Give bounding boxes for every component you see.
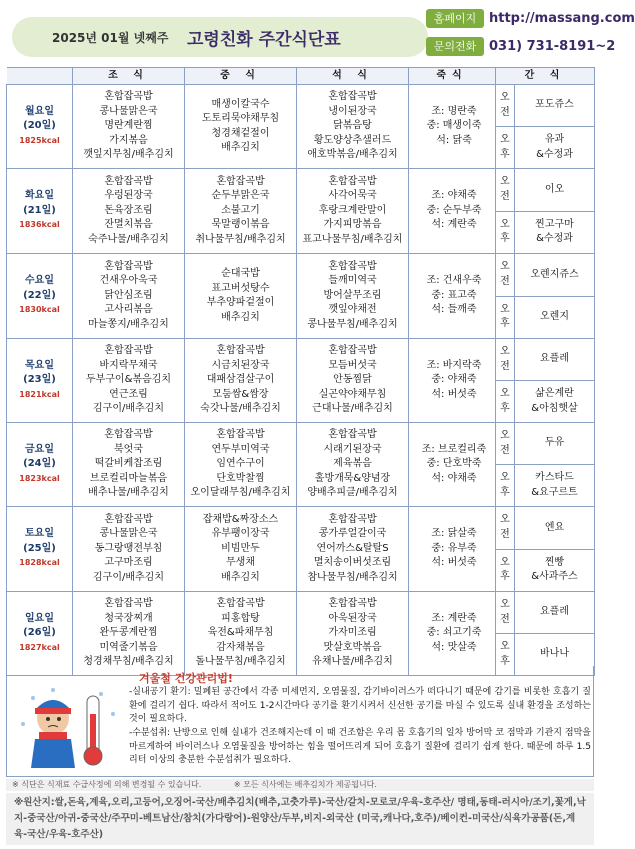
menu-item: 배추김치 [221, 142, 260, 153]
header-lunch: 중 식 [185, 68, 297, 85]
notice-ventilation: -실내공기 환기: 밀폐된 공간에서 각종 미세먼지, 오염물질, 감기바이러스가 떠다니기 때문에 감기를 비롯한 호흡기 질환에 걸리기 쉽다. 따라서 적어도 1-2시간마다 공기를 환기시켜서 신선한 공기를 마실 수 있도록 실내 환경을 조성하는 것이 필요하다. [129, 687, 591, 724]
porridge-cell [409, 339, 496, 423]
menu-item: 혼합잡곡밥 [216, 345, 265, 357]
menu-item: 혼합잡곡밥 [104, 91, 153, 103]
menu-item: 육전&파채무침 [207, 627, 274, 639]
homepage-tag: 홈페이지 [426, 9, 484, 28]
menu-item: 실곤약야채무침 [318, 388, 387, 400]
menu-item: 혼합잡곡밥 [216, 429, 265, 441]
snack-am-text: 두유 [544, 437, 565, 449]
menu-item: 잡채밥&짜장소스 [202, 513, 279, 525]
am-label: 오전 [500, 599, 510, 625]
day-name: 일요일 [25, 612, 54, 624]
phone-number: 031) 731-8191~2 [489, 39, 616, 54]
snack-pm [515, 127, 595, 169]
snack-am [515, 592, 595, 634]
menu-item: 중: 단호박죽 [426, 458, 482, 470]
snack-am-label [496, 423, 515, 465]
menu-item: 안동찜닭 [333, 374, 372, 386]
porridge-cell [409, 423, 496, 507]
menu-item: 양배추피클/배추김치 [307, 487, 398, 499]
header-snack: 간 식 [496, 68, 595, 85]
menu-item: 순대국밥 [221, 268, 260, 279]
menu-item: 조: 바지락죽 [426, 359, 482, 371]
menu-item: 혼합잡곡밥 [328, 345, 377, 357]
menu-item: 바지락무채국 [99, 359, 158, 371]
menu-item: 조: 브로컬리죽 [421, 443, 487, 455]
menu-item: 감자채볶음 [216, 641, 265, 653]
snack-pm [515, 381, 595, 423]
pm-label: 오후 [500, 218, 510, 245]
snack-am [515, 339, 595, 381]
winter-thermometer-illustration [13, 684, 125, 772]
day-row [7, 592, 595, 634]
day-date: (22일) [23, 289, 56, 301]
snack-am-text: 요플레 [540, 353, 569, 365]
snack-pm-text: 삶은계란 &아침햇살 [531, 388, 578, 414]
menu-item: 비빔만두 [221, 542, 260, 554]
menu-item: 유부팽이장국 [211, 528, 270, 540]
menu-item: 브로컬리마늘볶음 [89, 472, 168, 484]
menu-item: 혼합잡곡밥 [328, 598, 377, 610]
menu-item: 혼합잡곡밥 [216, 598, 265, 610]
menu-item: 혼합잡곡밥 [104, 513, 153, 525]
footnote-change: ※ 식단은 식재료 수급사정에 의해 변경될 수 있습니다. [12, 780, 202, 789]
snack-pm-text: 오렌지 [540, 311, 569, 322]
snack-am-text: 엔요 [544, 521, 565, 533]
snack-am [515, 507, 595, 550]
snack-pm [515, 465, 595, 507]
menu-item: 석: 들깨죽 [431, 304, 477, 316]
day-label [7, 592, 73, 676]
header-dinner: 석 식 [297, 68, 409, 85]
day-name: 토요일 [25, 528, 54, 540]
menu-item: 아욱된장국 [328, 612, 377, 624]
menu-item: 중: 순두부죽 [426, 204, 482, 216]
snack-am [515, 85, 595, 127]
menu-item: 사각어묵국 [328, 190, 377, 202]
menu-item: 대패삼겹살구이 [206, 374, 275, 386]
snack-am [515, 254, 595, 297]
day-date: (24일) [23, 458, 56, 470]
menu-item: 두부구이&볶음김치 [85, 374, 172, 386]
breakfast-cell [73, 254, 185, 339]
phone-tag: 문의전화 [426, 37, 484, 56]
menu-body [7, 85, 595, 676]
dinner-cell [297, 507, 409, 592]
snack-am-label [496, 169, 515, 212]
breakfast-cell [73, 507, 185, 592]
lunch-cell [185, 169, 297, 254]
header-breakfast: 조 식 [73, 68, 185, 85]
menu-item: 혼합잡곡밥 [328, 91, 377, 103]
day-kcal: 1825kcal [19, 135, 60, 145]
snack-pm [515, 296, 595, 339]
menu-item: 혼합잡곡밥 [104, 345, 153, 357]
dinner-cell [297, 423, 409, 507]
snack-am-text: 이오 [544, 183, 565, 195]
lunch-cell [185, 507, 297, 592]
menu-item: 혼합잡곡밥 [328, 513, 377, 525]
day-row [7, 254, 595, 297]
menu-item: 미역줄기볶음 [99, 641, 158, 653]
phone-row [426, 37, 616, 57]
table-header-row [7, 68, 595, 85]
snack-pm-text: 유과 &수정과 [536, 134, 573, 160]
pm-label: 오후 [500, 388, 510, 414]
day-row [7, 169, 595, 212]
menu-item: 석: 닭죽 [436, 134, 472, 146]
menu-item: 황도양상추샐러드 [313, 134, 392, 146]
menu-item: 멸치송이버섯조림 [313, 557, 392, 569]
menu-item: 부추양파겉절이 [206, 297, 275, 308]
lunch-cell [185, 339, 297, 423]
menu-item: 참나물무침/배추김치 [307, 571, 398, 583]
menu-item: 혼합잡곡밥 [104, 175, 153, 187]
snack-am-label [496, 254, 515, 297]
menu-item: 우렁된장국 [104, 190, 153, 202]
menu-item: 혼합잡곡밥 [104, 260, 153, 272]
porridge-cell [409, 592, 496, 676]
day-label [7, 507, 73, 592]
menu-item: 명란계란찜 [104, 120, 153, 132]
day-date: (20일) [23, 120, 56, 132]
am-label: 오전 [500, 261, 510, 287]
menu-item: 단호박찰찜 [216, 472, 265, 484]
snack-am [515, 169, 595, 212]
day-kcal: 1828kcal [19, 558, 60, 568]
menu-item: 조: 명란죽 [431, 105, 477, 117]
footnote [6, 779, 594, 791]
week-date: 2025년 01월 넷째주 [52, 31, 169, 45]
porridge-cell [409, 507, 496, 592]
porridge-cell [409, 254, 496, 339]
menu-item: 석: 계란죽 [431, 219, 477, 231]
menu-item: 청경채겉절이 [211, 127, 270, 139]
menu-item: 모듬버섯국 [328, 359, 377, 371]
pm-label: 오후 [500, 134, 510, 160]
menu-item: 시래기된장국 [323, 443, 382, 455]
menu-item: 떡갈비케찹조림 [94, 458, 163, 470]
menu-item: 혼합잡곡밥 [328, 175, 377, 187]
menu-item: 중: 유부죽 [431, 542, 477, 554]
porridge-cell [409, 85, 496, 169]
menu-item: 가자미조림 [328, 627, 377, 639]
header-blank [7, 68, 73, 85]
menu-item: 조: 야채죽 [431, 190, 477, 202]
day-row [7, 339, 595, 381]
day-kcal: 1830kcal [19, 305, 60, 315]
snack-am-text: 포도쥬스 [535, 99, 574, 111]
menu-item: 건새우아욱국 [99, 275, 158, 287]
menu-item: 숙주나물/배추김치 [88, 233, 169, 245]
snack-pm-text: 바나나 [540, 648, 569, 660]
breakfast-cell [73, 592, 185, 676]
menu-item: 방어살무조림 [323, 289, 382, 301]
menu-item: 중: 매생이죽 [426, 120, 482, 132]
menu-item: 임연수구이 [216, 458, 265, 470]
menu-item: 닭볶음탕 [333, 120, 372, 132]
snack-am-label [496, 85, 515, 127]
porridge-cell [409, 169, 496, 254]
menu-item: 가지볶음 [109, 134, 148, 146]
menu-item: 냉이된장국 [328, 105, 377, 117]
title-banner [12, 17, 428, 57]
day-date: (26일) [23, 627, 56, 639]
menu-item: 제육볶음 [333, 458, 372, 470]
menu-item: 모둠쌈&쌈장 [212, 388, 269, 400]
breakfast-cell [73, 339, 185, 423]
menu-item: 혼합잡곡밥 [104, 429, 153, 441]
am-label: 오전 [500, 92, 510, 118]
day-kcal: 1821kcal [19, 389, 60, 399]
snack-pm-label [496, 549, 515, 592]
menu-item: 중: 표고죽 [431, 289, 477, 301]
menu-item: 청경채무침/배추김치 [83, 656, 174, 668]
footnote-kimchi: ※ 모든 식사에는 배추김치가 제공됩니다. [233, 780, 377, 789]
breakfast-cell [73, 169, 185, 254]
menu-item: 애호박볶음/배추김치 [307, 149, 398, 161]
menu-item: 시금치된장국 [211, 359, 270, 371]
dinner-cell [297, 592, 409, 676]
menu-item: 돈육장조림 [104, 204, 153, 216]
snack-am-text: 오렌지쥬스 [530, 268, 579, 280]
day-label [7, 85, 73, 169]
day-row [7, 85, 595, 127]
menu-item: 유채나물/배추김치 [312, 656, 393, 668]
menu-item: 석: 맛살죽 [431, 641, 477, 653]
menu-item: 매생이칼국수 [211, 98, 270, 110]
menu-item: 중: 야채죽 [431, 374, 477, 386]
menu-item: 고구마조림 [104, 557, 153, 569]
snack-am-text: 요플레 [540, 606, 569, 618]
lunch-cell [185, 254, 297, 339]
snack-pm-label [496, 381, 515, 423]
snack-pm-label [496, 211, 515, 254]
notice-title: 겨울철 건강관리법! [139, 672, 233, 685]
menu-item: 중: 쇠고기죽 [426, 627, 482, 639]
menu-item: 가지피망볶음 [323, 219, 382, 231]
menu-item: 잔멸치볶음 [104, 219, 153, 231]
menu-item: 콩나물맑은국 [99, 528, 158, 540]
menu-item: 혼합잡곡밥 [328, 260, 377, 272]
day-name: 월요일 [25, 105, 54, 117]
snack-pm-text: 카스타드 &요구르트 [531, 472, 578, 498]
snack-am [515, 423, 595, 465]
dinner-cell [297, 169, 409, 254]
menu-item: 연근조림 [109, 388, 148, 400]
day-name: 금요일 [25, 443, 54, 455]
menu-item: 배추김치 [221, 311, 260, 323]
header [6, 7, 635, 65]
menu-item: 홀방개묵&양념장 [314, 472, 391, 484]
lunch-cell [185, 423, 297, 507]
snack-pm [515, 211, 595, 254]
menu-item: 맛살호박볶음 [323, 641, 382, 653]
menu-item: 표고나물무침/배추김치 [302, 233, 403, 245]
menu-item: 조: 건새우죽 [426, 275, 482, 287]
am-label: 오전 [500, 176, 510, 202]
dinner-cell [297, 254, 409, 339]
menu-item: 들깨미역국 [328, 275, 377, 287]
pm-label: 오후 [500, 641, 510, 667]
breakfast-cell [73, 423, 185, 507]
day-name: 수요일 [25, 275, 54, 287]
menu-item: 순두부맑은국 [211, 190, 270, 202]
menu-item: 조: 계란죽 [431, 612, 477, 624]
am-label: 오전 [500, 514, 510, 540]
lunch-cell [185, 592, 297, 676]
menu-item: 오이달래무침/배추김치 [190, 487, 291, 499]
snack-pm [515, 549, 595, 592]
menu-item: 석: 버섯죽 [431, 557, 477, 569]
am-label: 오전 [500, 430, 510, 456]
menu-item: 돌나물무침/배추김치 [195, 656, 286, 668]
snack-pm-text: 찐빵 &사과주스 [531, 556, 578, 583]
menu-item: 혼합잡곡밥 [104, 598, 153, 610]
menu-item: 혼합잡곡밥 [216, 175, 265, 187]
snack-pm-text: 찐고구마 &수정과 [535, 218, 574, 245]
day-label [7, 423, 73, 507]
menu-item: 숙갓나물/배추김치 [200, 403, 281, 415]
menu-item: 피홍합탕 [221, 612, 260, 624]
menu-item: 콩가루얼갈이국 [318, 528, 387, 540]
homepage-row [426, 9, 635, 29]
day-row [7, 507, 595, 550]
menu-item: 고사리볶음 [104, 304, 153, 316]
notice-hydration: -수분섭취: 난방으로 인해 실내가 건조해지는데 이 때 건조함은 우리 몸 호흡기의 일차 방어막 코 점막과 기관지 점막을 마르게하여 바이러스나 오염물질을 방어하는 힘을 떨어뜨리게 되어 호흡기 질환에 걸리기 쉽게 한다. 때문에 하루 1.5리터 이상의 충분한 수분섭취가 필요하다. [129, 728, 591, 765]
day-name: 화요일 [25, 190, 54, 202]
menu-item: 북엇국 [114, 443, 143, 455]
menu-item: 도토리묵야채무침 [201, 113, 280, 124]
day-name: 목요일 [25, 359, 54, 371]
menu-item: 석: 야채죽 [431, 472, 477, 484]
menu-item: 마늘쫑지/배추김치 [88, 318, 169, 330]
day-row [7, 423, 595, 465]
menu-item: 표고버섯탕수 [211, 282, 270, 294]
day-label [7, 254, 73, 339]
pm-label: 오후 [500, 303, 510, 330]
menu-item: 깻잎야채전 [328, 304, 377, 316]
day-kcal: 1827kcal [19, 642, 60, 652]
breakfast-cell [73, 85, 185, 169]
menu-item: 닭안심조림 [104, 289, 153, 301]
menu-table [6, 67, 595, 676]
day-date: (23일) [23, 374, 56, 386]
header-porridge: 죽식 [409, 68, 496, 85]
menu-item: 후랑크계란말이 [318, 204, 387, 216]
menu-item: 완두콩계란찜 [99, 627, 158, 639]
page-title: 고령친화 주간식단표 [187, 30, 341, 50]
snack-pm-label [496, 465, 515, 507]
menu-item: 근대나물/배추김치 [312, 403, 393, 415]
menu-item: 취나물무침/배추김치 [195, 233, 286, 245]
menu-item: 석: 버섯죽 [431, 388, 477, 400]
health-notice [6, 666, 594, 777]
menu-item: 깻잎지무침/배추김치 [83, 149, 174, 161]
menu-item: 연두부미역국 [211, 443, 270, 455]
menu-item: 청국장찌개 [104, 612, 153, 624]
dinner-cell [297, 85, 409, 169]
menu-item: 무생채 [226, 557, 255, 569]
origin-info: ※원산지:쌀,돈육,계육,오리,고등어,오징어-국산/배추김치(배추,고춧가루)-국산/갈치-모로코/우육-호주산/ 명태,동태-러시아/조기,꽃게,낙지-중국산/아귀-중국산/주꾸미-베트남산/참치(가다랑어)-원양산/두부,비지-외국산 (미국,캐나다,호주)/베이컨-미국산/식육가공품(돈,계육-국산/우육-호주산) [6, 793, 594, 845]
menu-item: 연어까스&탈탈S [316, 542, 389, 554]
snack-pm-label [496, 296, 515, 339]
menu-item: 콩나물맑은국 [99, 105, 158, 117]
day-kcal: 1836kcal [19, 220, 60, 230]
day-label [7, 169, 73, 254]
homepage-link[interactable]: http://massang.com [489, 11, 635, 26]
snack-am-label [496, 592, 515, 634]
pm-label: 오후 [500, 556, 510, 583]
lunch-cell [185, 85, 297, 169]
snack-pm-label [496, 127, 515, 169]
am-label: 오전 [500, 346, 510, 372]
menu-item: 배추김치 [221, 571, 260, 583]
menu-item: 김구이/배추김치 [93, 403, 164, 415]
day-kcal: 1823kcal [19, 473, 60, 483]
menu-item: 소불고기 [221, 204, 260, 216]
menu-item: 동그랑땡전부침 [94, 542, 163, 554]
menu-item: 김구이/배추김치 [93, 571, 164, 583]
day-date: (21일) [23, 204, 56, 216]
day-date: (25일) [23, 542, 56, 554]
menu-item: 조: 닭살죽 [431, 528, 477, 540]
menu-item: 배추나물/배추김치 [88, 487, 169, 499]
pm-label: 오후 [500, 472, 510, 498]
dinner-cell [297, 339, 409, 423]
snack-am-label [496, 339, 515, 381]
snack-am-label [496, 507, 515, 550]
menu-item: 콩나물무침/배추김치 [307, 318, 398, 330]
menu-item: 혼합잡곡밥 [328, 429, 377, 441]
menu-item: 묵말랭이볶음 [211, 219, 270, 231]
day-label [7, 339, 73, 423]
